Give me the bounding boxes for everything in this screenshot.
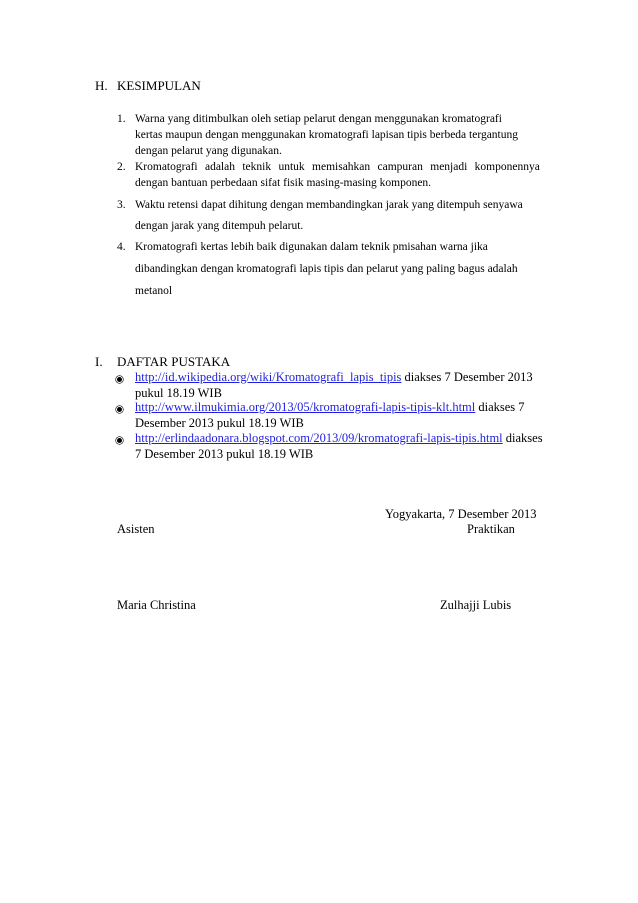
- list-item-number: 3.: [117, 199, 126, 211]
- assistant-role: Asisten: [117, 522, 155, 536]
- section-title: KESIMPULAN: [117, 78, 201, 93]
- list-item-line: dengan jarak yang ditempuh pelarut.: [135, 220, 304, 232]
- list-item-line: dengan bantuan perbedaan sifat fisik masing-masing komponen.: [135, 177, 432, 189]
- list-item-line: Warna yang ditimbulkan oleh setiap pelarut dengan menggunakan kromatografi: [135, 113, 502, 125]
- reference-link[interactable]: http://erlindaadonara.blogspot.com/2013/09/kromatografi-lapis-tipis.html: [135, 431, 503, 445]
- list-item-line: Kromatografi kertas lebih baik digunakan dalam teknik pmisahan warna jika: [135, 241, 488, 253]
- section-letter: I.: [95, 354, 103, 369]
- bullet-icon: [117, 407, 122, 412]
- bullet-icon: [117, 438, 122, 443]
- list-item-number: 2.: [117, 161, 126, 173]
- section-letter: H.: [95, 78, 108, 93]
- practitioner-name: Zulhajji Lubis: [440, 598, 512, 612]
- reference-access-date: pukul 18.19 WIB: [135, 386, 222, 400]
- practitioner-role: Praktikan: [467, 522, 515, 536]
- reference-access-date: 7 Desember 2013 pukul 18.19 WIB: [135, 447, 314, 461]
- reference-access-date: Desember 2013 pukul 18.19 WIB: [135, 416, 304, 430]
- list-item-line: dengan pelarut yang digunakan.: [135, 145, 282, 157]
- reference-link[interactable]: http://www.ilmukimia.org/2013/05/kromatografi-lapis-tipis-klt.html: [135, 400, 476, 414]
- reference-link[interactable]: http://id.wikipedia.org/wiki/Kromatografi_lapis_tipis: [135, 370, 402, 384]
- assistant-name: Maria Christina: [117, 598, 196, 612]
- reference-line: [135, 370, 533, 385]
- reference-access-text: diakses 7 Desember 2013: [401, 370, 533, 384]
- list-item-line: dibandingkan dengan kromatografi lapis tipis dan pelarut yang paling bagus adalah: [135, 263, 518, 275]
- list-item-line: Waktu retensi dapat dihitung dengan membandingkan jarak yang ditempuh senyawa: [135, 199, 523, 211]
- list-item-line: metanol: [135, 285, 173, 297]
- place-date: Yogyakarta, 7 Desember 2013: [385, 507, 537, 521]
- bullet-icon: [117, 377, 122, 382]
- list-item-line: kertas maupun dengan menggunakan kromatografi lapisan tipis berbeda tergantung: [135, 129, 519, 141]
- reference-line: [135, 431, 543, 446]
- reference-line: [135, 400, 525, 415]
- section-title: DAFTAR PUSTAKA: [117, 354, 231, 369]
- list-item-number: 4.: [117, 241, 126, 253]
- list-item-line: Kromatografi adalah teknik untuk memisahkan campuran menjadi komponennya: [135, 161, 540, 173]
- list-item-number: 1.: [117, 113, 126, 125]
- reference-access-text: diakses 7: [475, 400, 525, 414]
- reference-access-text: diakses: [502, 431, 543, 445]
